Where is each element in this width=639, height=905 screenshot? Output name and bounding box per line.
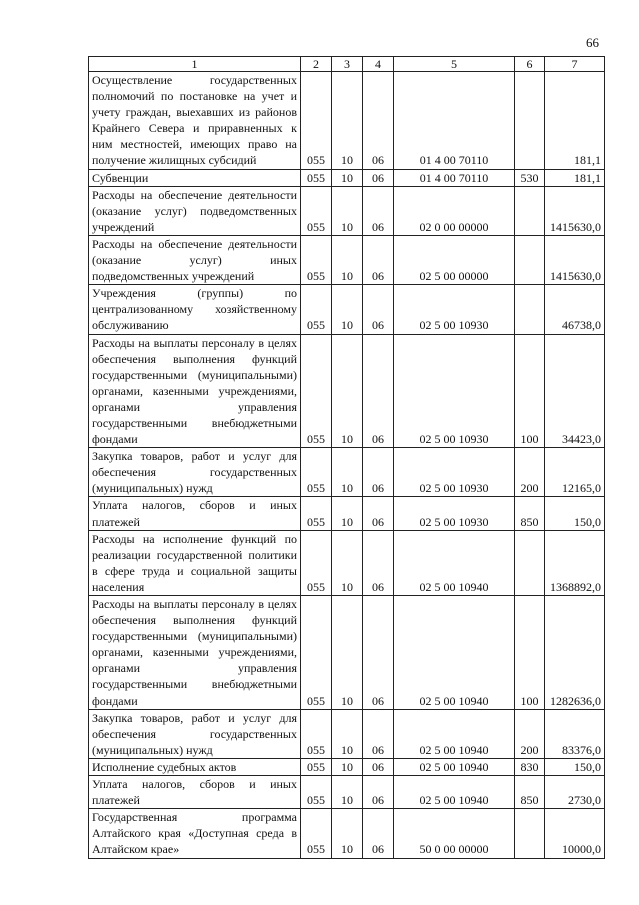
target-article-cell: 02 5 00 10940 xyxy=(394,776,515,809)
amount-cell: 10000,0 xyxy=(545,809,605,858)
column-header: 6 xyxy=(515,57,545,72)
subsection-code-cell: 06 xyxy=(363,758,394,775)
section-code-cell: 10 xyxy=(332,448,363,497)
department-code-cell: 055 xyxy=(301,169,332,186)
item-name-cell: Уплата налогов, сборов и иных платежей xyxy=(89,776,301,809)
amount-cell: 1368892,0 xyxy=(545,530,605,595)
target-article-cell: 02 5 00 00000 xyxy=(394,235,515,284)
item-name-cell: Закупка товаров, работ и услуг для обеспечения государственных (муниципальных) нужд xyxy=(89,448,301,497)
item-name-cell: Расходы на обеспечение деятельности (оказание услуг) иных подведомственных учреждений xyxy=(89,235,301,284)
table-row xyxy=(89,497,605,530)
department-code-cell: 055 xyxy=(301,285,332,334)
target-article-cell: 02 5 00 10930 xyxy=(394,285,515,334)
table-row xyxy=(89,809,605,858)
department-code-cell: 055 xyxy=(301,809,332,858)
target-article-cell: 02 5 00 10930 xyxy=(394,334,515,448)
section-code-cell: 10 xyxy=(332,186,363,235)
item-name-cell: Расходы на выплаты персоналу в целях обеспечения выполнения функций государственными (муниципальными) органами, казенными учреждениями, органами управления государственными внебюджетными фондами xyxy=(89,596,301,710)
section-code-cell: 10 xyxy=(332,235,363,284)
amount-cell: 34423,0 xyxy=(545,334,605,448)
section-code-cell: 10 xyxy=(332,285,363,334)
item-name-cell: Учреждения (группы) по централизованному хозяйственному обслуживанию xyxy=(89,285,301,334)
table-row xyxy=(89,235,605,284)
table-row xyxy=(89,776,605,809)
department-code-cell: 055 xyxy=(301,72,332,170)
expense-type-cell: 200 xyxy=(515,448,545,497)
table-header-row xyxy=(89,57,605,72)
target-article-cell: 02 5 00 10930 xyxy=(394,497,515,530)
column-header: 2 xyxy=(301,57,332,72)
table-row xyxy=(89,186,605,235)
department-code-cell: 055 xyxy=(301,334,332,448)
target-article-cell: 02 5 00 10940 xyxy=(394,530,515,595)
target-article-cell: 01 4 00 70110 xyxy=(394,169,515,186)
section-code-cell: 10 xyxy=(332,809,363,858)
amount-cell: 150,0 xyxy=(545,497,605,530)
subsection-code-cell: 06 xyxy=(363,709,394,758)
expense-type-cell: 850 xyxy=(515,776,545,809)
item-name-cell: Государственная программа Алтайского края «Доступная среда в Алтайском крае» xyxy=(89,809,301,858)
table-row xyxy=(89,448,605,497)
item-name-cell: Расходы на обеспечение деятельности (оказание услуг) подведомственных учреждений xyxy=(89,186,301,235)
expense-type-cell: 530 xyxy=(515,169,545,186)
expense-type-cell: 200 xyxy=(515,709,545,758)
department-code-cell: 055 xyxy=(301,497,332,530)
department-code-cell: 055 xyxy=(301,530,332,595)
subsection-code-cell: 06 xyxy=(363,448,394,497)
item-name-cell: Осуществление государственных полномочий по постановке на учет и учету граждан, выехавших из районов Крайнего Севера и приравненных к ним местностей, имеющих право на получение жилищных субсидий xyxy=(89,72,301,170)
department-code-cell: 055 xyxy=(301,186,332,235)
subsection-code-cell: 06 xyxy=(363,776,394,809)
expense-type-cell: 100 xyxy=(515,596,545,710)
department-code-cell: 055 xyxy=(301,709,332,758)
column-header: 1 xyxy=(89,57,301,72)
table-row xyxy=(89,530,605,595)
target-article-cell: 02 5 00 10930 xyxy=(394,448,515,497)
item-name-cell: Уплата налогов, сборов и иных платежей xyxy=(89,497,301,530)
section-code-cell: 10 xyxy=(332,530,363,595)
subsection-code-cell: 06 xyxy=(363,530,394,595)
section-code-cell: 10 xyxy=(332,596,363,710)
department-code-cell: 055 xyxy=(301,235,332,284)
page-number: 66 xyxy=(586,35,599,50)
section-code-cell: 10 xyxy=(332,709,363,758)
amount-cell: 1415630,0 xyxy=(545,186,605,235)
column-header: 4 xyxy=(363,57,394,72)
expense-type-cell xyxy=(515,285,545,334)
amount-cell: 46738,0 xyxy=(545,285,605,334)
section-code-cell: 10 xyxy=(332,758,363,775)
subsection-code-cell: 06 xyxy=(363,497,394,530)
amount-cell: 150,0 xyxy=(545,758,605,775)
section-code-cell: 10 xyxy=(332,72,363,170)
column-header: 7 xyxy=(545,57,605,72)
amount-cell: 12165,0 xyxy=(545,448,605,497)
expense-type-cell: 100 xyxy=(515,334,545,448)
section-code-cell: 10 xyxy=(332,776,363,809)
subsection-code-cell: 06 xyxy=(363,596,394,710)
amount-cell: 181,1 xyxy=(545,72,605,170)
subsection-code-cell: 06 xyxy=(363,334,394,448)
item-name-cell: Закупка товаров, работ и услуг для обеспечения государственных (муниципальных) нужд xyxy=(89,709,301,758)
table-row xyxy=(89,72,605,170)
expense-type-cell xyxy=(515,809,545,858)
table-body xyxy=(89,72,605,859)
subsection-code-cell: 06 xyxy=(363,235,394,284)
section-code-cell: 10 xyxy=(332,334,363,448)
expense-type-cell: 850 xyxy=(515,497,545,530)
amount-cell: 2730,0 xyxy=(545,776,605,809)
item-name-cell: Расходы на выплаты персоналу в целях обеспечения выполнения функций государственными (муниципальными) органами, казенными учреждениями, органами управления государственными внебюджетными фондами xyxy=(89,334,301,448)
table-row xyxy=(89,169,605,186)
target-article-cell: 50 0 00 00000 xyxy=(394,809,515,858)
table-row xyxy=(89,596,605,710)
item-name-cell: Расходы на исполнение функций по реализации государственной политики в сфере труда и социальной защиты населения xyxy=(89,530,301,595)
amount-cell: 1415630,0 xyxy=(545,235,605,284)
department-code-cell: 055 xyxy=(301,448,332,497)
subsection-code-cell: 06 xyxy=(363,285,394,334)
amount-cell: 1282636,0 xyxy=(545,596,605,710)
department-code-cell: 055 xyxy=(301,776,332,809)
column-header: 5 xyxy=(394,57,515,72)
target-article-cell: 02 0 00 00000 xyxy=(394,186,515,235)
subsection-code-cell: 06 xyxy=(363,72,394,170)
table-row xyxy=(89,334,605,448)
table-row xyxy=(89,709,605,758)
subsection-code-cell: 06 xyxy=(363,186,394,235)
item-name-cell: Исполнение судебных актов xyxy=(89,758,301,775)
expense-type-cell xyxy=(515,235,545,284)
expense-type-cell xyxy=(515,530,545,595)
expense-type-cell xyxy=(515,186,545,235)
subsection-code-cell: 06 xyxy=(363,169,394,186)
expense-type-cell: 830 xyxy=(515,758,545,775)
department-code-cell: 055 xyxy=(301,758,332,775)
table-row xyxy=(89,758,605,775)
section-code-cell: 10 xyxy=(332,497,363,530)
amount-cell: 83376,0 xyxy=(545,709,605,758)
column-header: 3 xyxy=(332,57,363,72)
table-row xyxy=(89,285,605,334)
department-code-cell: 055 xyxy=(301,596,332,710)
item-name-cell: Субвенции xyxy=(89,169,301,186)
target-article-cell: 02 5 00 10940 xyxy=(394,758,515,775)
expense-type-cell xyxy=(515,72,545,170)
subsection-code-cell: 06 xyxy=(363,809,394,858)
section-code-cell: 10 xyxy=(332,169,363,186)
target-article-cell: 01 4 00 70110 xyxy=(394,72,515,170)
amount-cell: 181,1 xyxy=(545,169,605,186)
target-article-cell: 02 5 00 10940 xyxy=(394,709,515,758)
target-article-cell: 02 5 00 10940 xyxy=(394,596,515,710)
budget-table xyxy=(88,56,605,859)
